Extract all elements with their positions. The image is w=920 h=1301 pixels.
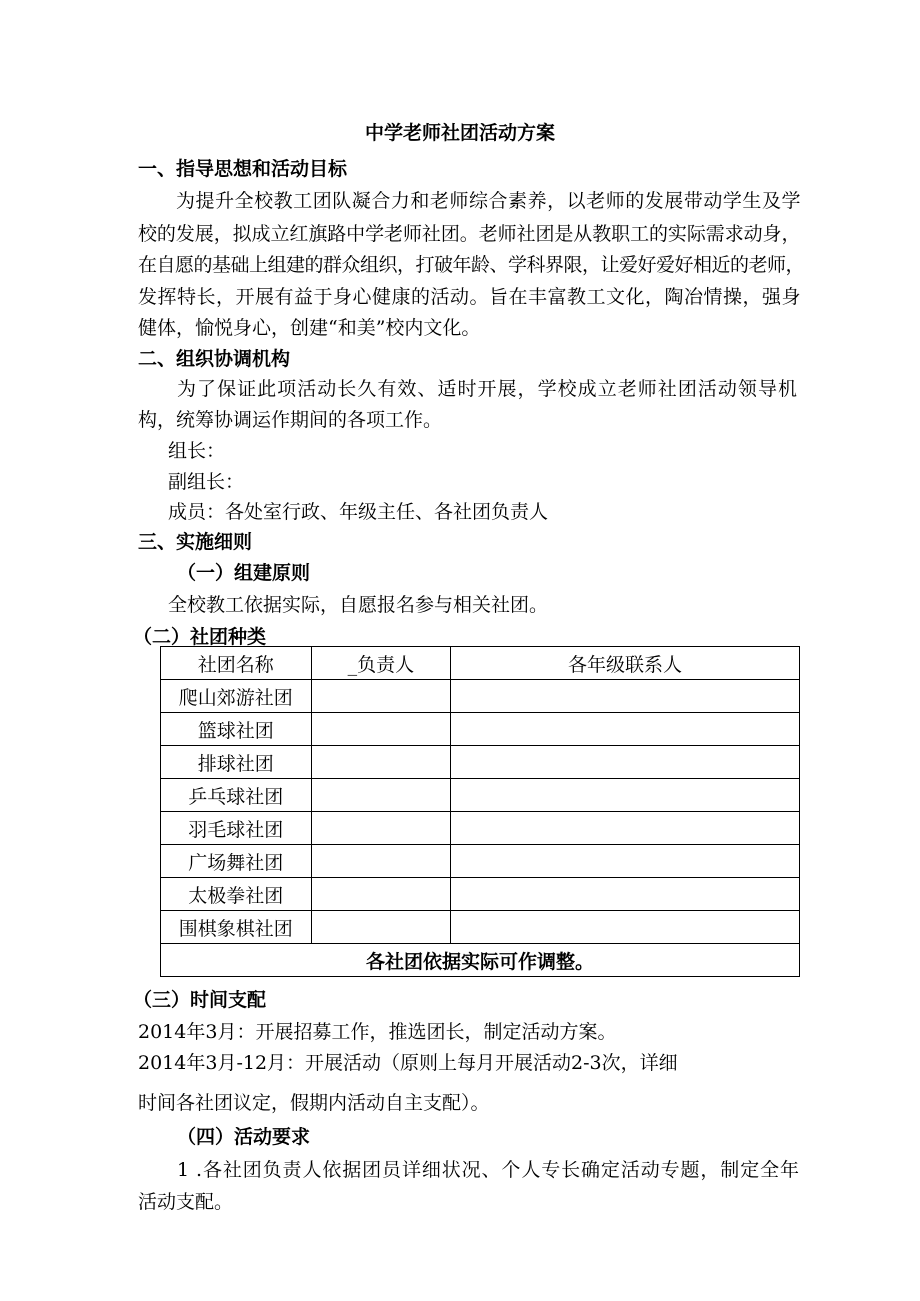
club-table <box>160 646 800 977</box>
contacts-cell <box>451 812 800 845</box>
requirement-1-line-1: 1 .各社团负责人依据团员详细状况、个人专长确定活动专题，制定全年 <box>177 1159 799 1181</box>
leader-cell <box>311 845 451 878</box>
table-row <box>161 713 800 746</box>
table-row <box>161 812 800 845</box>
sub1-text: 全校教工依据实际，自愿报名参与相关社团。 <box>168 594 549 616</box>
header-leader: _负责人 <box>311 647 451 680</box>
table-row <box>161 746 800 779</box>
club-name-cell: 爬山郊游社团 <box>161 680 312 713</box>
schedule-2: 2014年3月-12月：开展活动（原则上每月开展活动2-3次，详细 <box>138 1052 678 1074</box>
section2-line-1: 为了保证此项活动长久有效、适时开展，学校成立老师社团活动领导机 <box>177 378 797 400</box>
leader-cell <box>311 713 451 746</box>
table-row <box>161 878 800 911</box>
section1-heading: 一、指导思想和活动目标 <box>138 158 348 180</box>
contacts-cell <box>451 911 800 944</box>
leader-cell <box>311 680 451 713</box>
section1-line-4: 发挥特长，开展有益于身心健康的活动。旨在丰富教工文化，陶冶情操，强身 <box>138 286 800 308</box>
club-name-cell: 篮球社团 <box>161 713 312 746</box>
contacts-cell <box>451 845 800 878</box>
section2-line-2: 构，统筹协调运作期间的各项工作。 <box>138 409 443 431</box>
page-title: 中学老师社团活动方案 <box>364 122 555 144</box>
vice-leader-label: 副组长： <box>168 471 245 493</box>
section3-heading: 三、实施细则 <box>138 531 253 553</box>
table-note: 各社团依据实际可作调整。 <box>161 944 800 977</box>
club-name-cell: 乒乓球社团 <box>161 779 312 812</box>
leader-cell <box>311 878 451 911</box>
schedule-1: 2014年3月：开展招募工作，推选团长，制定活动方案。 <box>138 1021 617 1043</box>
table-row <box>161 845 800 878</box>
sub4-heading: （四）活动要求 <box>177 1126 311 1148</box>
leader-cell <box>311 812 451 845</box>
section1-line-1: 为提升全校教工团队凝合力和老师综合素养，以老师的发展带动学生及学 <box>176 190 800 212</box>
table-row <box>161 779 800 812</box>
table-row <box>161 911 800 944</box>
leader-cell <box>311 779 451 812</box>
section1-line-2: 校的发展，拟成立红旗路中学老师社团。老师社团是从教职工的实际需求动身， <box>138 223 800 245</box>
leader-label: 组长： <box>168 440 226 462</box>
table-header-row <box>161 647 800 680</box>
section2-heading: 二、组织协调机构 <box>138 348 291 370</box>
leader-cell <box>311 746 451 779</box>
contacts-cell <box>451 680 800 713</box>
members-text: 成员：各处室行政、年级主任、各社团负责人 <box>168 501 549 523</box>
section1-line-5: 健体，愉悦身心，创建“和美”校内文化。 <box>138 317 481 339</box>
leader-cell <box>311 911 451 944</box>
table-note-row <box>161 944 800 977</box>
contacts-cell <box>451 746 800 779</box>
contacts-cell <box>451 713 800 746</box>
club-name-cell: 广场舞社团 <box>161 845 312 878</box>
club-name-cell: 羽毛球社团 <box>161 812 312 845</box>
table-row <box>161 680 800 713</box>
club-name-cell: 排球社团 <box>161 746 312 779</box>
section1-line-3: 在自愿的基础上组建的群众组织，打破年龄、学科界限，让爱好爱好相近的老师， <box>138 254 805 276</box>
contacts-cell <box>451 779 800 812</box>
schedule-2-cont: 时间各社团议定，假期内活动自主支配）。 <box>138 1092 490 1114</box>
header-club-name: 社团名称 <box>161 647 312 680</box>
requirement-1-line-2: 活动支配。 <box>138 1191 234 1213</box>
contacts-cell <box>451 878 800 911</box>
sub2-heading: （二）社团种类 <box>133 626 267 648</box>
club-name-cell: 围棋象棋社团 <box>161 911 312 944</box>
club-name-cell: 太极拳社团 <box>161 878 312 911</box>
header-contacts: 各年级联系人 <box>451 647 800 680</box>
sub3-heading: （三）时间支配 <box>133 989 267 1011</box>
sub1-heading: （一）组建原则 <box>177 562 311 584</box>
